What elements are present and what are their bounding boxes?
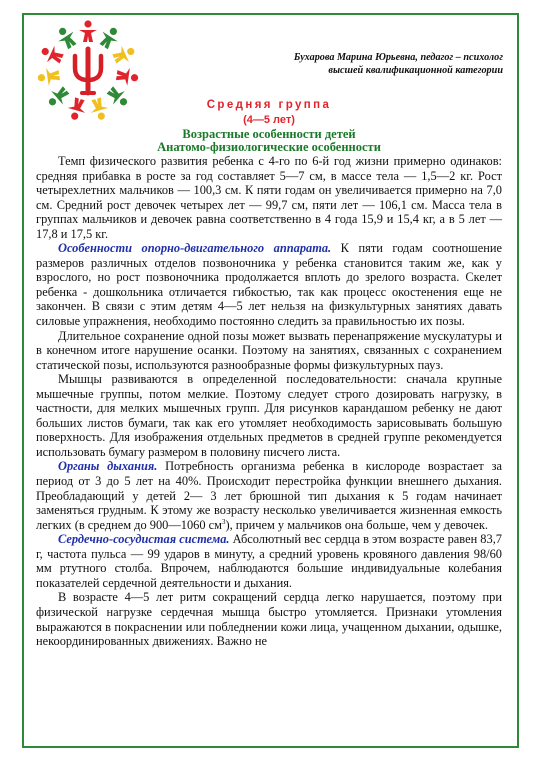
- paragraph-cardiovascular: [36, 532, 502, 590]
- paragraph-posture: Длительное сохранение одной позы может вызвать перенапряжение мускулатуры и в конечном итоге нарушение осанки. Поэтому на занятиях, связанных с сохранением статической позы, используются разнообразные формы физкультурных пауз.: [36, 328, 502, 372]
- author-qualification: высшей квалификационной категории: [328, 65, 503, 76]
- superscript: 3: [221, 517, 226, 526]
- group-title: Средняя группа: [206, 99, 332, 111]
- child-figure-icon: [96, 24, 123, 52]
- child-figure-icon: [79, 20, 97, 42]
- paragraph-respiration: [36, 459, 502, 532]
- age-range: (4—5 лет): [243, 114, 295, 126]
- paragraph-lead: Органы дыхания.: [58, 459, 158, 474]
- child-figure-icon: [38, 42, 65, 67]
- paragraph-muscles: Мышцы развиваются в определенной последовательности: сначала крупные мышечные группы, потом мелкие. Поэтому следует строго дозировать нагрузку, в частности, для мелких мышечных групп. Для рисунков карандашом ребенку не дают больших листов бумаги, так как его утомляет необходимость зарисовывать большую поверхность. Для изображения отдельных предметов в средней группе рекомендуется использовать бумагу размером в половину писчего листа.: [36, 372, 502, 459]
- paragraph-text: К пяти годам соотношение размеров различных отделов позвоночника у ребенка становится таким же, как у взрослого, но рост позвоночника продолжается вплоть до зрелого возраста. Скелет ребенка - дошкольника отличается гибкостью, так как процесс окостенения еще не закончен. В связи с этим детям 4—5 лет нельзя на физкультурных занятиях давать силовые упражнения, необходимо постоянно следить за правильностью их позы.: [36, 241, 502, 329]
- paragraph-lead: Сердечно-сосудистая система.: [58, 532, 230, 547]
- child-figure-icon: [37, 66, 61, 87]
- article-body: [36, 154, 502, 649]
- child-figure-icon: [115, 66, 139, 87]
- paragraph-physical-development: Темп физического развития ребенка с 4-го по 6-й год жизни примерно одинаков: средняя прибавка в росте за год составляет 5—7 см, в массе тела — 1,5—2 кг. Рост четырехлетних мальчиков — 100,3 см. К пяти годам он увеличивается примерно на 7,0 см. Средний рост девочек четырех лет — 99,7 см, пяти лет — 106,1 см. Масса тела в группах мальчиков и девочек равна соответственно в 4 года 15,9 и 15,4 кг, а в 5 лет — 17,8 и 17,5 кг.: [36, 154, 502, 241]
- paragraph-musculoskeletal: [36, 241, 502, 328]
- author-block: [203, 51, 503, 77]
- paragraph-text: Абсолютный вес сердца в этом возрасте равен 83,7 г, частота пульса — 99 ударов в минуту, а средний уровень кровяного давления 98/60 мм ртутного столба. Впрочем, наблюдаются большие индивидуальные колебания показателей сердечной деятельности и дыхания.: [36, 532, 502, 590]
- paragraph-heart-rhythm: В возрасте 4—5 лет ритм сокращений сердца легко нарушается, поэтому при физической нагрузке сердечная мышца быстро утомляется. Признаки утомления выражаются в покраснении или побледнении кожи лица, учащенном дыхании, одышке, некоординированных движениях. Важно не: [36, 590, 502, 649]
- subsection-heading: Анатомо-физиологические особенности: [157, 140, 381, 154]
- paragraph-text: ), причем у мальчиков она больше, чем у девочек.: [225, 517, 488, 532]
- section-heading: Возрастные особенности детей: [182, 127, 356, 141]
- child-figure-icon: [111, 42, 138, 67]
- child-figure-icon: [53, 24, 80, 52]
- paragraph-lead: Особенности опорно-двигательного аппарата.: [58, 241, 332, 256]
- author-name: Бухарова Марина Юрьевна, педагог – психолог: [293, 52, 503, 63]
- paragraph-text: Потребность организма ребенка в кислороде возрастает за период от 3 до 5 лет на 40%. Происходит перестройка функции внешнего дыхания. Преобладающий у детей 2— 3 лет брюшной тип дыхания к 5 годам начинает заменяться грудным. К этому же возрасту несколько увеличивается жизненная емкость легких (в среднем до 900—1060 см: [36, 459, 502, 532]
